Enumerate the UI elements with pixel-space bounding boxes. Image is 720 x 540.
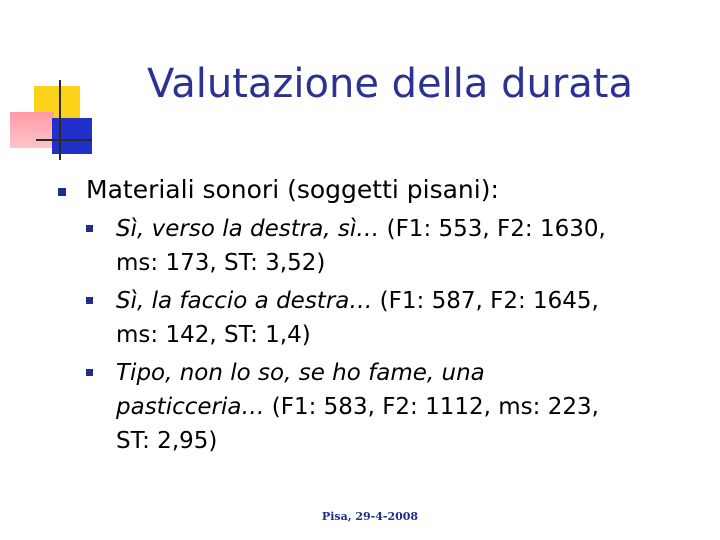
- main-bullet-item: [50, 172, 700, 208]
- main-bullet-text: Materiali sonori (soggetti pisani):: [86, 175, 499, 204]
- details-text: ms: 142, ST: 1,4): [116, 322, 311, 348]
- blue-square: [52, 118, 92, 154]
- text-line: [116, 390, 700, 424]
- details-text: (F1: 587, F2: 1645,: [372, 288, 599, 314]
- text-line: [116, 212, 700, 246]
- quote-text: Tipo, non lo so, se ho fame, una: [116, 360, 485, 386]
- details-text: (F1: 583, F2: 1112, ms: 223,: [264, 394, 599, 420]
- details-text: ST: 2,95): [116, 428, 218, 454]
- decorative-logo: [0, 0, 110, 170]
- square-bullet-icon: [86, 297, 93, 304]
- sub-bullet-list: [50, 212, 700, 458]
- quote-text: Sì, la faccio a destra…: [116, 288, 373, 314]
- text-line: [116, 284, 700, 318]
- footer-text: Pisa, 29-4-2008: [321, 510, 419, 523]
- sub-bullet-item: [50, 212, 700, 280]
- quote-text: pasticceria…: [116, 394, 265, 420]
- slide-title: Valutazione della durata: [146, 61, 634, 107]
- quote-text: Sì, verso la destra, sì…: [116, 216, 380, 242]
- sub-bullet-item: [50, 284, 700, 352]
- square-bullet-icon: [58, 188, 66, 196]
- square-bullet-icon: [86, 225, 93, 232]
- details-text: (F1: 553, F2: 1630,: [379, 216, 606, 242]
- vertical-line: [59, 80, 61, 160]
- red-square: [10, 112, 54, 148]
- horizontal-line: [36, 139, 92, 141]
- square-bullet-icon: [86, 369, 93, 376]
- slide-content: [50, 172, 700, 462]
- details-text: ms: 173, ST: 3,52): [116, 250, 326, 276]
- sub-bullet-item: [50, 356, 700, 458]
